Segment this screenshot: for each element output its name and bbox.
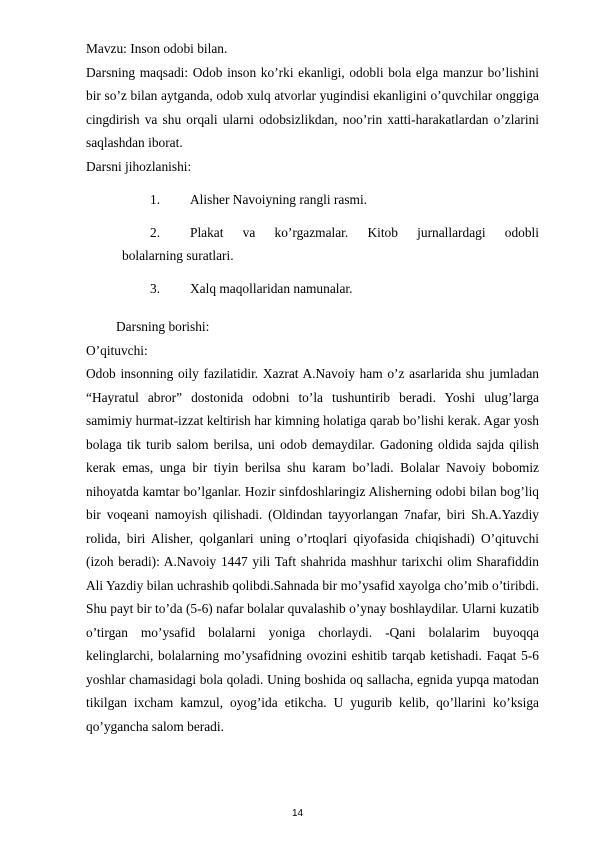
- document-page: [86, 37, 539, 738]
- list-number: 2.: [150, 224, 161, 240]
- list-number: 3.: [150, 280, 161, 296]
- equipment-heading: Darsni jihozlanishi:: [86, 158, 192, 174]
- teacher-label: O’qituvchi:: [86, 342, 148, 358]
- lesson-aim: Darsning maqsadi: Odob inson ko’rki ekanligi, odobli bola elga manzur bo’lishini bir so’z bilan aytganda, odob xulq atvorlar yugindisi ekanligini o’quvchilar onggiga cingdirish va shu orqali ularni odobsizlikdan, noo’rin xatti-harakatlardan o’zlarini saqlashdan iborat.: [86, 64, 539, 150]
- list-item: [86, 277, 539, 301]
- list-item-text: Xalq maqollaridan namunalar.: [190, 280, 353, 296]
- body-paragraph: Odob insonning oily fazilatidir. Xazrat A.Navoiy ham o’z asarlarida shu jumladan “Hayratul abror” dostonida odobni to’la tushuntirib beradi. Yoshi ulug’larga samimiy hurmat-izzat keltirish har kimning holatiga qarab bo’lishi kerak. Agar yosh bolaga tik turib salom berilsa, uni odob demaydilar. Gadoning oldida sajda qilish kerak emas, unga bir tiyin berilsa shu karam bo’ladi. Bolalar Navoiy bobomiz nihoyatda kamtar bo’lganlar. Hozir sinfdoshlaringiz Alisherning odobi bilan bog’liq bir voqeani namoyish qilishadi. (Oldindan tayyorlangan 7nafar, biri Sh.A.Yazdiy rolida, biri Alisher, qolganlari uning o’rtoqlari qiyofasida chiqishadi) O’qituvchi (izoh beradi): A.Navoiy 1447 yili Taft shahrida mashhur tarixchi olim Sharafiddin Ali Yazdiy bilan uchrashib qolibdi.Sahnada bir mo’ysafid xayolga cho’mib o’tiribdi. Shu payt bir to’da (5-6) nafar bolalar quvalashib o’ynay boshlaydilar. Ularni kuzatib o’tirgan mo’ysafid bolalarni yoniga chorlaydi. -Qani bolalarim buyoqqa kelinglarchi, bolalarning mo’ysafidning ovozini eshitib tarqab ketishadi. Faqat 5-6 yoshlar chamasidagi bola qoladi. Uning boshida oq sallacha, egnida yupqa matodan tikilgan ixcham kamzul, oyog’ida etikcha. U yugurib kelib, qo’llarini ko’ksiga qo’ygancha salom beradi.: [86, 366, 539, 734]
- process-heading: Darsning borishi:: [116, 319, 210, 334]
- list-item-continuation: bolalarning suratlari.: [122, 248, 234, 263]
- list-item: [86, 188, 539, 212]
- list-item: [86, 221, 539, 245]
- list-item-text: Plakat va ko’rgazmalar. Kitob jurnallardagi odobli: [190, 224, 539, 240]
- list-item-text: Alisher Navoiyning rangli rasmi.: [190, 192, 368, 207]
- list-number: 1.: [150, 192, 161, 207]
- equipment-list: [86, 188, 539, 300]
- page-number: 14: [291, 808, 304, 819]
- topic-line: Mavzu: Inson odobi bilan.: [86, 41, 228, 56]
